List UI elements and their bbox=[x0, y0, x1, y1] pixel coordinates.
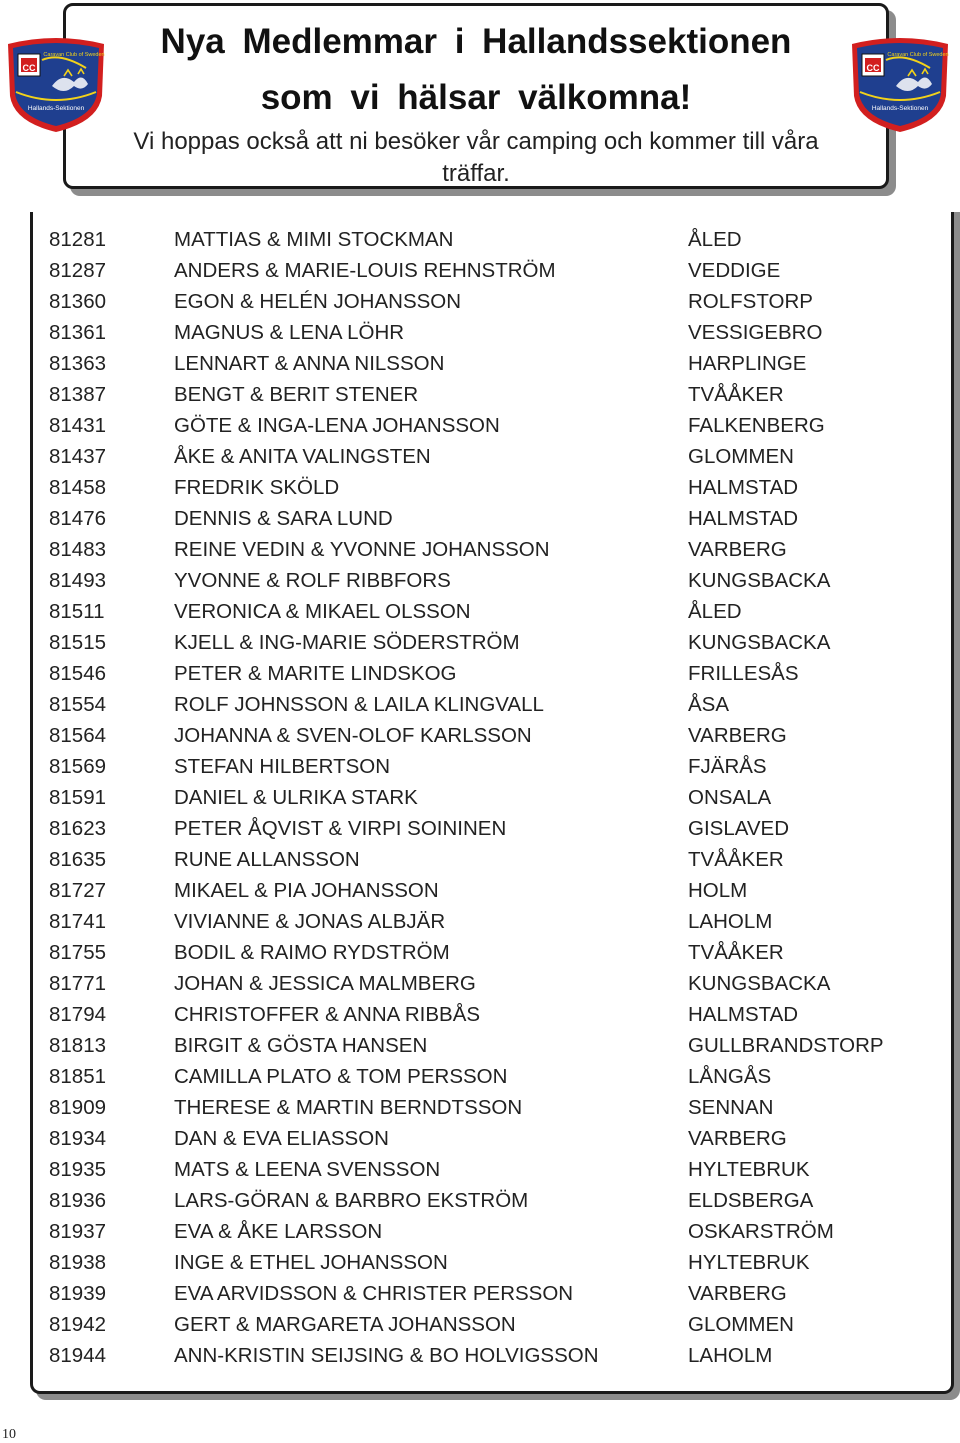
member-city: GLOMMEN bbox=[688, 1313, 794, 1336]
member-name: MATTIAS & MIMI STOCKMAN bbox=[174, 228, 454, 251]
member-row bbox=[33, 534, 951, 565]
member-row bbox=[33, 999, 951, 1030]
member-name: JOHANNA & SVEN-OLOF KARLSSON bbox=[174, 724, 532, 747]
member-number: 81363 bbox=[49, 352, 107, 375]
member-number: 81476 bbox=[49, 507, 107, 530]
member-row bbox=[33, 937, 951, 968]
member-list bbox=[30, 212, 954, 1394]
member-number: 81431 bbox=[49, 414, 107, 437]
member-number: 81935 bbox=[49, 1158, 107, 1181]
member-row bbox=[33, 317, 951, 348]
member-name: DENNIS & SARA LUND bbox=[174, 507, 393, 530]
member-number: 81591 bbox=[49, 786, 107, 809]
member-number: 81458 bbox=[49, 476, 107, 499]
member-number: 81387 bbox=[49, 383, 107, 406]
member-row bbox=[33, 1185, 951, 1216]
member-name: LENNART & ANNA NILSSON bbox=[174, 352, 445, 375]
member-city: ÅLED bbox=[688, 600, 742, 623]
member-row bbox=[33, 503, 951, 534]
member-city: VESSIGEBRO bbox=[688, 321, 823, 344]
member-city: KUNGSBACKA bbox=[688, 631, 831, 654]
club-badge-right bbox=[846, 36, 954, 134]
member-name: VERONICA & MIKAEL OLSSON bbox=[174, 600, 471, 623]
member-name: FREDRIK SKÖLD bbox=[174, 476, 340, 499]
member-row bbox=[33, 472, 951, 503]
member-city: GLOMMEN bbox=[688, 445, 794, 468]
member-row bbox=[33, 1340, 951, 1371]
member-city: TVÅÅKER bbox=[688, 383, 784, 406]
member-city: ONSALA bbox=[688, 786, 772, 809]
member-row bbox=[33, 906, 951, 937]
member-number: 81794 bbox=[49, 1003, 107, 1026]
member-row bbox=[33, 813, 951, 844]
member-city: HOLM bbox=[688, 879, 748, 902]
member-name: CHRISTOFFER & ANNA RIBBÅS bbox=[174, 1003, 481, 1026]
member-number: 81944 bbox=[49, 1344, 107, 1367]
member-name: RUNE ALLANSSON bbox=[174, 848, 360, 871]
member-number: 81741 bbox=[49, 910, 107, 933]
member-number: 81287 bbox=[49, 259, 107, 282]
member-name: MAGNUS & LENA LÖHR bbox=[174, 321, 405, 344]
member-city: FALKENBERG bbox=[688, 414, 825, 437]
member-name: THERESE & MARTIN BERNDTSSON bbox=[174, 1096, 523, 1119]
member-row bbox=[33, 565, 951, 596]
member-city: VARBERG bbox=[688, 1127, 787, 1150]
member-city: VARBERG bbox=[688, 538, 787, 561]
member-row bbox=[33, 1123, 951, 1154]
member-city: HALMSTAD bbox=[688, 476, 799, 499]
member-city: KUNGSBACKA bbox=[688, 972, 831, 995]
badge-right-brand: CC bbox=[866, 63, 880, 73]
member-row bbox=[33, 689, 951, 720]
member-number: 81360 bbox=[49, 290, 107, 313]
member-name: VIVIANNE & JONAS ALBJÄR bbox=[174, 910, 446, 933]
member-number: 81515 bbox=[49, 631, 107, 654]
member-name: EGON & HELÉN JOHANSSON bbox=[174, 290, 462, 313]
member-city: HALMSTAD bbox=[688, 1003, 799, 1026]
member-number: 81569 bbox=[49, 755, 107, 778]
member-name: YVONNE & ROLF RIBBFORS bbox=[174, 569, 451, 592]
member-name: DAN & EVA ELIASSON bbox=[174, 1127, 389, 1150]
member-row bbox=[33, 348, 951, 379]
member-name: ÅKE & ANITA VALINGSTEN bbox=[174, 445, 431, 468]
member-city: LAHOLM bbox=[688, 910, 773, 933]
member-name: INGE & ETHEL JOHANSSON bbox=[174, 1251, 448, 1274]
badge-left-top-text: Caravan Club of Sweden bbox=[43, 52, 105, 58]
member-row bbox=[33, 410, 951, 441]
member-number: 81564 bbox=[49, 724, 107, 747]
member-name: BODIL & RAIMO RYDSTRÖM bbox=[174, 941, 450, 964]
member-city: ÅSA bbox=[688, 693, 730, 716]
member-number: 81361 bbox=[49, 321, 107, 344]
member-number: 81939 bbox=[49, 1282, 107, 1305]
member-city: OSKARSTRÖM bbox=[688, 1220, 834, 1243]
member-number: 81936 bbox=[49, 1189, 107, 1212]
member-city: FRILLESÅS bbox=[688, 662, 799, 685]
member-name: MIKAEL & PIA JOHANSSON bbox=[174, 879, 439, 902]
badge-left-bottom-text: Hallands-Sektionen bbox=[27, 105, 85, 112]
member-name: EVA & ÅKE LARSSON bbox=[174, 1220, 383, 1243]
member-city: TVÅÅKER bbox=[688, 848, 784, 871]
member-number: 81909 bbox=[49, 1096, 107, 1119]
member-city: HYLTEBRUK bbox=[688, 1158, 810, 1181]
member-city: HYLTEBRUK bbox=[688, 1251, 810, 1274]
member-number: 81771 bbox=[49, 972, 107, 995]
member-city: ÅLED bbox=[688, 228, 742, 251]
member-number: 81727 bbox=[49, 879, 107, 902]
member-row bbox=[33, 224, 951, 255]
member-city: FJÄRÅS bbox=[688, 755, 767, 778]
member-number: 81483 bbox=[49, 538, 107, 561]
member-name: EVA ARVIDSSON & CHRISTER PERSSON bbox=[174, 1282, 574, 1305]
member-name: ANN-KRISTIN SEIJSING & BO HOLVIGSSON bbox=[174, 1344, 599, 1367]
member-row bbox=[33, 1092, 951, 1123]
member-number: 81755 bbox=[49, 941, 107, 964]
member-city: LAHOLM bbox=[688, 1344, 773, 1367]
member-name: ANDERS & MARIE-LOUIS REHNSTRÖM bbox=[174, 259, 556, 282]
member-row bbox=[33, 1061, 951, 1092]
member-name: BIRGIT & GÖSTA HANSEN bbox=[174, 1034, 428, 1057]
member-row bbox=[33, 782, 951, 813]
member-number: 81937 bbox=[49, 1220, 107, 1243]
member-city: VEDDIGE bbox=[688, 259, 781, 282]
member-city: VARBERG bbox=[688, 724, 787, 747]
member-city: ROLFSTORP bbox=[688, 290, 813, 313]
member-number: 81938 bbox=[49, 1251, 107, 1274]
member-city: GISLAVED bbox=[688, 817, 790, 840]
member-number: 81635 bbox=[49, 848, 107, 871]
member-name: PETER & MARITE LINDSKOG bbox=[174, 662, 457, 685]
member-number: 81623 bbox=[49, 817, 107, 840]
member-number: 81281 bbox=[49, 228, 107, 251]
member-row bbox=[33, 1247, 951, 1278]
member-row bbox=[33, 1216, 951, 1247]
member-number: 81493 bbox=[49, 569, 107, 592]
member-number: 81546 bbox=[49, 662, 107, 685]
member-row bbox=[33, 286, 951, 317]
member-row bbox=[33, 968, 951, 999]
member-city: VARBERG bbox=[688, 1282, 787, 1305]
member-number: 81437 bbox=[49, 445, 107, 468]
member-row bbox=[33, 720, 951, 751]
header-box bbox=[63, 3, 889, 189]
member-row bbox=[33, 1154, 951, 1185]
member-city: KUNGSBACKA bbox=[688, 569, 831, 592]
member-name: KJELL & ING-MARIE SÖDERSTRÖM bbox=[174, 631, 520, 654]
member-row bbox=[33, 751, 951, 782]
member-row bbox=[33, 627, 951, 658]
member-city: TVÅÅKER bbox=[688, 941, 784, 964]
member-name: BENGT & BERIT STENER bbox=[174, 383, 419, 406]
member-city: LÅNGÅS bbox=[688, 1065, 772, 1088]
member-row bbox=[33, 658, 951, 689]
club-badge-left bbox=[2, 36, 110, 134]
member-name: JOHAN & JESSICA MALMBERG bbox=[174, 972, 476, 995]
member-name: GÖTE & INGA-LENA JOHANSSON bbox=[174, 414, 500, 437]
member-city: HARPLINGE bbox=[688, 352, 807, 375]
member-row bbox=[33, 441, 951, 472]
member-name: MATS & LEENA SVENSSON bbox=[174, 1158, 441, 1181]
member-number: 81511 bbox=[49, 600, 105, 623]
page-title-line-1: Nya Medlemmar i Hallandssektionen bbox=[160, 22, 792, 61]
member-name: DANIEL & ULRIKA STARK bbox=[174, 786, 418, 809]
member-city: SENNAN bbox=[688, 1096, 774, 1119]
badge-left-brand: CC bbox=[22, 63, 36, 73]
member-number: 81934 bbox=[49, 1127, 107, 1150]
member-city: ELDSBERGA bbox=[688, 1189, 814, 1212]
member-name: REINE VEDIN & YVONNE JOHANSSON bbox=[174, 538, 550, 561]
member-number: 81813 bbox=[49, 1034, 107, 1057]
member-row bbox=[33, 379, 951, 410]
member-row bbox=[33, 596, 951, 627]
member-number: 81554 bbox=[49, 693, 107, 716]
member-number: 81942 bbox=[49, 1313, 107, 1336]
member-city: GULLBRANDSTORP bbox=[688, 1034, 884, 1057]
member-number: 81851 bbox=[49, 1065, 107, 1088]
member-name: GERT & MARGARETA JOHANSSON bbox=[174, 1313, 516, 1336]
member-name: STEFAN HILBERTSON bbox=[174, 755, 391, 778]
member-row bbox=[33, 1030, 951, 1061]
badge-right-top-text: Caravan Club of Sweden bbox=[887, 52, 949, 58]
member-row bbox=[33, 1278, 951, 1309]
member-name: CAMILLA PLATO & TOM PERSSON bbox=[174, 1065, 508, 1088]
page-title-line-2: som vi hälsar välkomna! bbox=[260, 78, 692, 117]
member-name: LARS-GÖRAN & BARBRO EKSTRÖM bbox=[174, 1189, 529, 1212]
member-name: PETER ÅQVIST & VIRPI SOININEN bbox=[174, 817, 507, 840]
member-row bbox=[33, 255, 951, 286]
member-row bbox=[33, 844, 951, 875]
member-row bbox=[33, 875, 951, 906]
member-row bbox=[33, 1309, 951, 1340]
page-subtitle: Vi hoppas också att ni besöker vår camping och kommer till våra träffar. bbox=[133, 128, 819, 187]
page-number: 10 bbox=[2, 1427, 16, 1442]
badge-right-bottom-text: Hallands-Sektionen bbox=[871, 105, 929, 112]
member-name: ROLF JOHNSSON & LAILA KLINGVALL bbox=[174, 693, 544, 716]
member-city: HALMSTAD bbox=[688, 507, 799, 530]
